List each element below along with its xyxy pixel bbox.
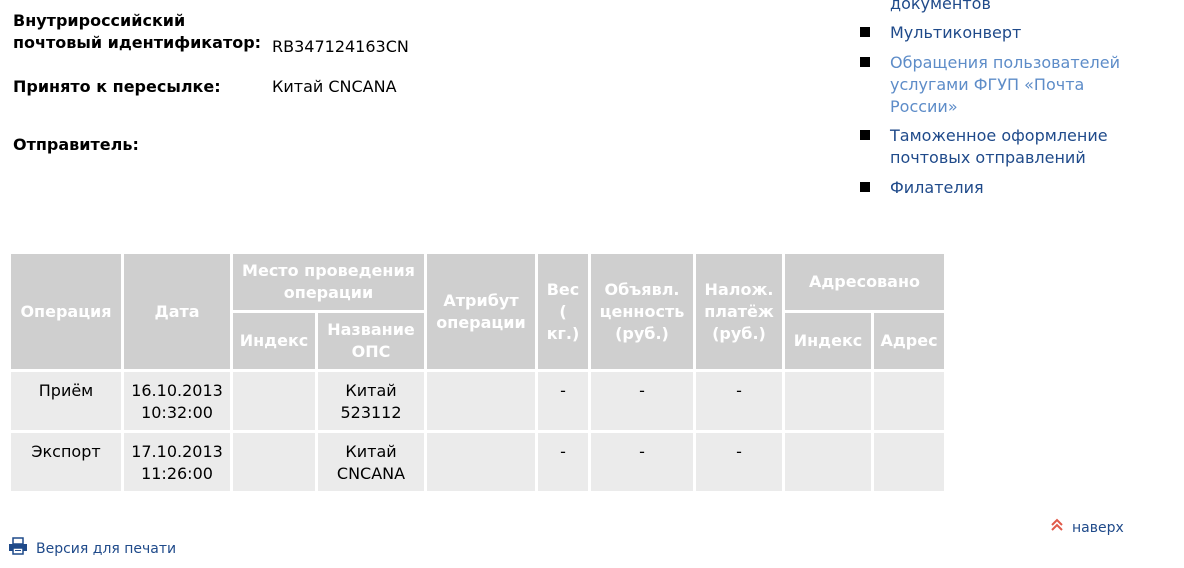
- cell-addr-address: [874, 372, 944, 430]
- header-declared-line3: (руб.): [615, 323, 669, 343]
- header-attribute: [427, 254, 535, 369]
- bullet-icon: [860, 182, 870, 192]
- cell-place-name-line1: Китай: [345, 381, 397, 400]
- bullet-icon: [860, 57, 870, 67]
- header-cod-line1: Налож.: [704, 279, 774, 299]
- cell-addr-index: [785, 433, 871, 491]
- cell-weight: -: [538, 433, 588, 491]
- cell-declared: -: [591, 433, 693, 491]
- cell-place-name-line2: 523112: [340, 403, 402, 422]
- header-cod-line2: платёж: [704, 301, 774, 321]
- tracking-id-value: RB347124163CN: [272, 37, 409, 52]
- header-operation: Операция: [11, 254, 121, 369]
- menu-item-customs-line2: почтовых отправлений: [890, 148, 1086, 167]
- header-place-line1: Место проведения: [242, 261, 415, 280]
- tracking-id-label: [13, 10, 261, 54]
- cell-attribute: [427, 433, 535, 491]
- operations-table: [8, 251, 947, 494]
- cell-addr-index: [785, 372, 871, 430]
- to-top-link[interactable]: [1050, 518, 1124, 538]
- bullet-icon: [860, 130, 870, 140]
- menu-item-documents[interactable]: документов: [890, 0, 991, 13]
- header-date: Дата: [124, 254, 230, 369]
- header-cod: [696, 254, 782, 369]
- header-weight-line1: Вес: [546, 279, 580, 299]
- cell-date-line2: 10:32:00: [141, 403, 213, 422]
- cell-cod: -: [696, 433, 782, 491]
- menu-item-customs[interactable]: [890, 125, 1108, 169]
- menu-item-user-appeals-line2: услугами ФГУП «Почта: [890, 75, 1085, 94]
- menu-item-philately[interactable]: Филателия: [890, 178, 984, 197]
- cell-date-line1: 16.10.2013: [131, 381, 223, 400]
- menu-item-customs-line1: Таможенное оформление: [890, 126, 1108, 145]
- cell-date-line2: 11:26:00: [141, 464, 213, 483]
- double-chevron-up-icon: [1050, 518, 1064, 538]
- cell-addr-address: [874, 433, 944, 491]
- accepted-value: Китай CNCANA: [272, 77, 397, 96]
- header-weight: [538, 254, 588, 369]
- tracking-id-label-line2: почтовый идентификатор:: [13, 33, 262, 52]
- print-version-label: Версия для печати: [36, 541, 177, 557]
- cell-place-name: [318, 433, 424, 491]
- cell-attribute: [427, 372, 535, 430]
- cell-operation: Приём: [11, 372, 121, 430]
- cell-place-index: [233, 372, 315, 430]
- menu-item-user-appeals-line1: Обращения пользователей: [890, 53, 1120, 72]
- to-top-label: наверх: [1072, 520, 1124, 536]
- header-attribute-line1: Атрибут: [443, 290, 519, 310]
- header-place-line2: операции: [283, 283, 374, 302]
- menu-item-user-appeals-line3: России»: [890, 97, 958, 116]
- accepted-label: Принято к пересылке:: [13, 77, 221, 96]
- header-place-name: [318, 313, 424, 369]
- cell-place-index: [233, 433, 315, 491]
- cell-weight: -: [538, 372, 588, 430]
- printer-icon: [8, 537, 28, 561]
- table-row: [11, 433, 944, 491]
- header-addressed: Адресовано: [785, 254, 944, 310]
- header-declared-line1: Объявл.: [604, 279, 680, 299]
- cell-date-line1: 17.10.2013: [131, 442, 223, 461]
- cell-place-name-line1: Китай: [345, 442, 397, 461]
- header-declared-value: [591, 254, 693, 369]
- table-row: [11, 372, 944, 430]
- menu-item-multienvelope[interactable]: Мультиконверт: [890, 23, 1022, 42]
- header-weight-line3: кг.): [546, 323, 580, 343]
- cell-cod: -: [696, 372, 782, 430]
- header-cod-line3: (руб.): [712, 323, 766, 343]
- header-addr-address: Адрес: [874, 313, 944, 369]
- tracking-id-label-line1: Внутрироссийский: [13, 11, 186, 30]
- menu-item-user-appeals[interactable]: [890, 52, 1120, 118]
- tracking-id-value-box: [272, 32, 432, 52]
- cell-place-name-line2: CNCANA: [336, 464, 406, 483]
- cell-operation: Экспорт: [11, 433, 121, 491]
- header-place-name-line1: Название: [327, 320, 415, 339]
- print-version-link[interactable]: [8, 537, 176, 561]
- bullet-icon: [860, 27, 870, 37]
- cell-date: [124, 372, 230, 430]
- cell-declared: -: [591, 372, 693, 430]
- header-addr-index: Индекс: [785, 313, 871, 369]
- cell-place-name: [318, 372, 424, 430]
- header-place: [233, 254, 424, 310]
- sender-label: Отправитель:: [13, 135, 139, 154]
- header-attribute-line2: операции: [436, 312, 526, 332]
- header-place-name-line2: ОПС: [351, 342, 391, 361]
- cell-date: [124, 433, 230, 491]
- header-place-index: Индекс: [233, 313, 315, 369]
- header-weight-line2: (: [559, 301, 567, 321]
- header-declared-line2: ценность: [599, 301, 685, 321]
